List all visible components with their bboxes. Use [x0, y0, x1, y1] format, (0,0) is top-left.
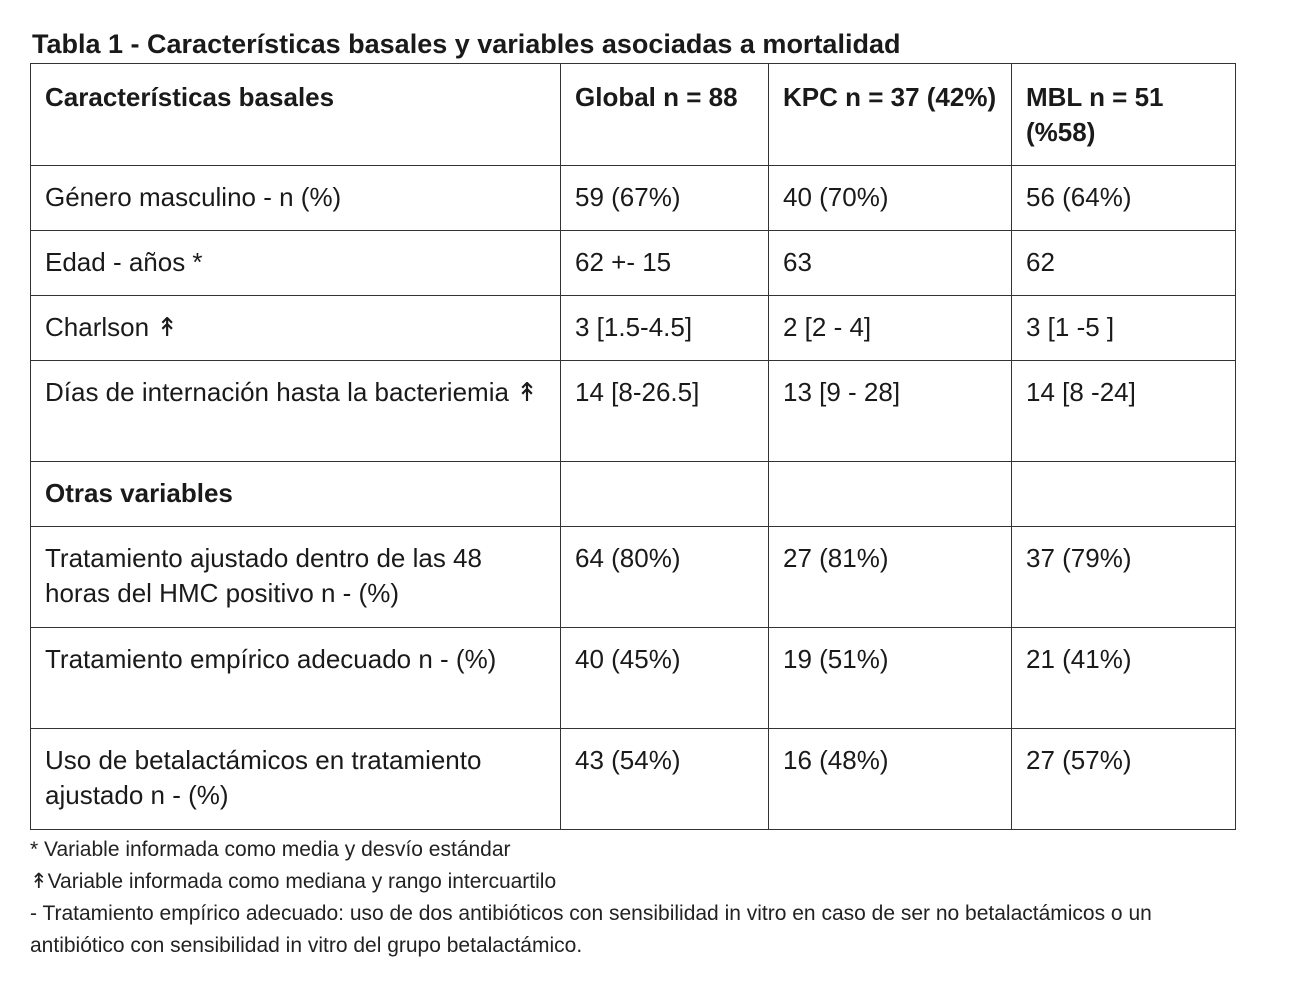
kpc-cell: 19 (51%)	[769, 628, 1012, 729]
data-table	[30, 63, 1236, 830]
mbl-cell: 21 (41%)	[1012, 628, 1236, 729]
section-label: Otras variables	[31, 462, 561, 527]
table-header-row	[31, 64, 1236, 166]
row-label: Charlson ↟	[31, 296, 561, 361]
global-cell	[561, 462, 769, 527]
kpc-cell: 16 (48%)	[769, 729, 1012, 830]
table-row	[31, 361, 1236, 462]
document	[30, 28, 1240, 962]
kpc-cell: 13 [9 - 28]	[769, 361, 1012, 462]
global-cell: 62 +- 15	[561, 231, 769, 296]
header-cell: Características basales	[31, 64, 561, 166]
global-cell: 14 [8-26.5]	[561, 361, 769, 462]
table-row	[31, 527, 1236, 628]
kpc-cell: 40 (70%)	[769, 166, 1012, 231]
header-cell: MBL n = 51 (%58)	[1012, 64, 1236, 166]
row-label: Días de internación hasta la bacteriemia ↟	[31, 361, 561, 462]
section-row	[31, 462, 1236, 527]
kpc-cell: 2 [2 - 4]	[769, 296, 1012, 361]
global-cell: 40 (45%)	[561, 628, 769, 729]
mbl-cell: 37 (79%)	[1012, 527, 1236, 628]
footnotes	[30, 834, 1240, 962]
table-row	[31, 231, 1236, 296]
row-label: Tratamiento empírico adecuado n - (%)	[31, 628, 561, 729]
table-row	[31, 729, 1236, 830]
mbl-cell: 56 (64%)	[1012, 166, 1236, 231]
global-cell: 3 [1.5-4.5]	[561, 296, 769, 361]
header-cell: KPC n = 37 (42%)	[769, 64, 1012, 166]
global-cell: 59 (67%)	[561, 166, 769, 231]
mbl-cell: 14 [8 -24]	[1012, 361, 1236, 462]
table-row	[31, 296, 1236, 361]
footnote: * Variable informada como media y desvío estándar	[30, 838, 511, 861]
row-label: Edad - años *	[31, 231, 561, 296]
kpc-cell: 27 (81%)	[769, 527, 1012, 628]
table-row	[31, 166, 1236, 231]
footnote: ↟Variable informada como mediana y rango intercuartilo	[30, 870, 557, 893]
global-cell: 43 (54%)	[561, 729, 769, 830]
row-label: Tratamiento ajustado dentro de las 48 horas del HMC positivo n - (%)	[31, 527, 561, 628]
table-row	[31, 628, 1236, 729]
mbl-cell: 27 (57%)	[1012, 729, 1236, 830]
mbl-cell: 62	[1012, 231, 1236, 296]
row-label: Uso de betalactámicos en tratamiento ajustado n - (%)	[31, 729, 561, 830]
kpc-cell	[769, 462, 1012, 527]
kpc-cell: 63	[769, 231, 1012, 296]
row-label: Género masculino - n (%)	[31, 166, 561, 231]
mbl-cell	[1012, 462, 1236, 527]
header-cell: Global n = 88	[561, 64, 769, 166]
table-title: Tabla 1 - Características basales y variables asociadas a mortalidad	[32, 29, 901, 59]
mbl-cell: 3 [1 -5 ]	[1012, 296, 1236, 361]
footnote: - Tratamiento empírico adecuado: uso de dos antibióticos con sensibilidad in vitro en caso de ser no betalactámicos o un antibiótico con sensibilidad in vitro del grupo betalactámico.	[30, 902, 1152, 957]
global-cell: 64 (80%)	[561, 527, 769, 628]
